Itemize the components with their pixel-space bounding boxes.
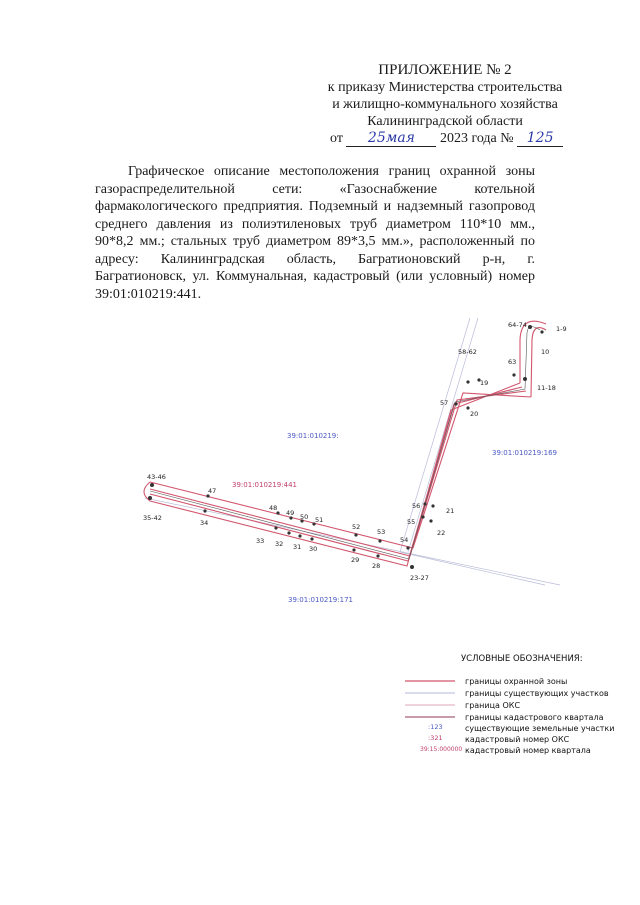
handwritten-date: 25мая (346, 130, 436, 147)
legend-item: граница ОКС (465, 701, 521, 710)
point-label: 19 (480, 379, 489, 387)
point-label: 55 (407, 518, 416, 526)
order-line-1: к приказу Министерства строительства (327, 80, 563, 95)
description-paragraph: Графическое описание местоположения границ охранной зоны газораспределительной сети: «Газоснабжение котельной фармакологического предприятия. Подземный и надземный газопровод среднего давления из полиэтиленовых труб диаметром 110*10 мм., 90*8,2 мм.; стальных труб диаметром 89*3,5 мм.», расположенный по адресу: Калининградская область, Багратионовский р-н, г. Багратионовск, ул. Коммунальная, кадастровый (или условный) номер 39:01:010219:441. (95, 164, 535, 302)
parcel-label-1: 39:01:010219: (287, 432, 339, 440)
legend-item: кадастровый номер ОКС (465, 735, 570, 744)
point-label: 10 (541, 348, 550, 356)
point-label: 49 (286, 509, 295, 517)
point-label: 33 (256, 537, 265, 545)
legend-item: границы кадастрового квартала (465, 713, 604, 722)
point-label: 34 (200, 519, 209, 527)
point-label: 56 (412, 502, 421, 510)
order-line-2: и жилищно-коммунального хозяйства (332, 97, 558, 112)
legend-title: УСЛОВНЫЕ ОБОЗНАЧЕНИЯ: (461, 654, 583, 664)
order-line-3: Калининградской области (367, 114, 523, 129)
appendix-title: ПРИЛОЖЕНИЕ № 2 (378, 62, 512, 78)
date-year: 2023 года № (439, 131, 514, 146)
point-label: 23-27 (410, 574, 429, 582)
point-label: 50 (300, 513, 309, 521)
point-label: 30 (309, 545, 318, 553)
point-label: 64-74 (508, 321, 527, 329)
point-label: 52 (352, 523, 361, 531)
legend-sample: 39:15:000000 (420, 746, 463, 753)
point-label: 32 (275, 540, 284, 548)
point-label: 53 (377, 528, 386, 536)
legend (405, 654, 614, 755)
point-label: 48 (269, 504, 278, 512)
gas-pipeline (150, 327, 540, 559)
parcel-label-3: 39:01:010219:169 (492, 449, 557, 457)
date-prefix: от (330, 131, 343, 146)
point-label: 58-62 (458, 348, 477, 356)
point-label: 22 (437, 529, 446, 537)
point-label: 20 (470, 410, 479, 418)
point-label: 54 (400, 536, 409, 544)
point-label: 51 (315, 516, 324, 524)
legend-item: кадастровый номер квартала (465, 746, 591, 755)
point-label: 63 (508, 358, 517, 366)
point-label: 43-46 (147, 473, 166, 481)
point-label: 21 (446, 507, 455, 515)
point-label: 57 (440, 399, 449, 407)
legend-sample: :123 (428, 723, 443, 731)
point-label: 31 (293, 543, 302, 551)
point-label: 28 (372, 562, 381, 570)
point-label: 47 (208, 487, 217, 495)
parcel-label-2: 39:01:010219:441 (232, 481, 297, 489)
parcel-label-4: 39:01:010219:171 (288, 596, 353, 604)
legend-item: границы существующих участков (465, 689, 609, 698)
protection-zone (144, 321, 546, 566)
point-label: 11-18 (537, 384, 556, 392)
legend-item: существующие земельные участки (465, 724, 615, 733)
vertex-points (148, 325, 544, 569)
point-label: 29 (351, 556, 360, 564)
legend-sample: :321 (428, 734, 443, 742)
point-label: 1-9 (556, 325, 567, 333)
handwritten-number: 125 (517, 130, 563, 147)
legend-item: границы охранной зоны (465, 677, 568, 686)
point-label: 35-42 (143, 514, 162, 522)
